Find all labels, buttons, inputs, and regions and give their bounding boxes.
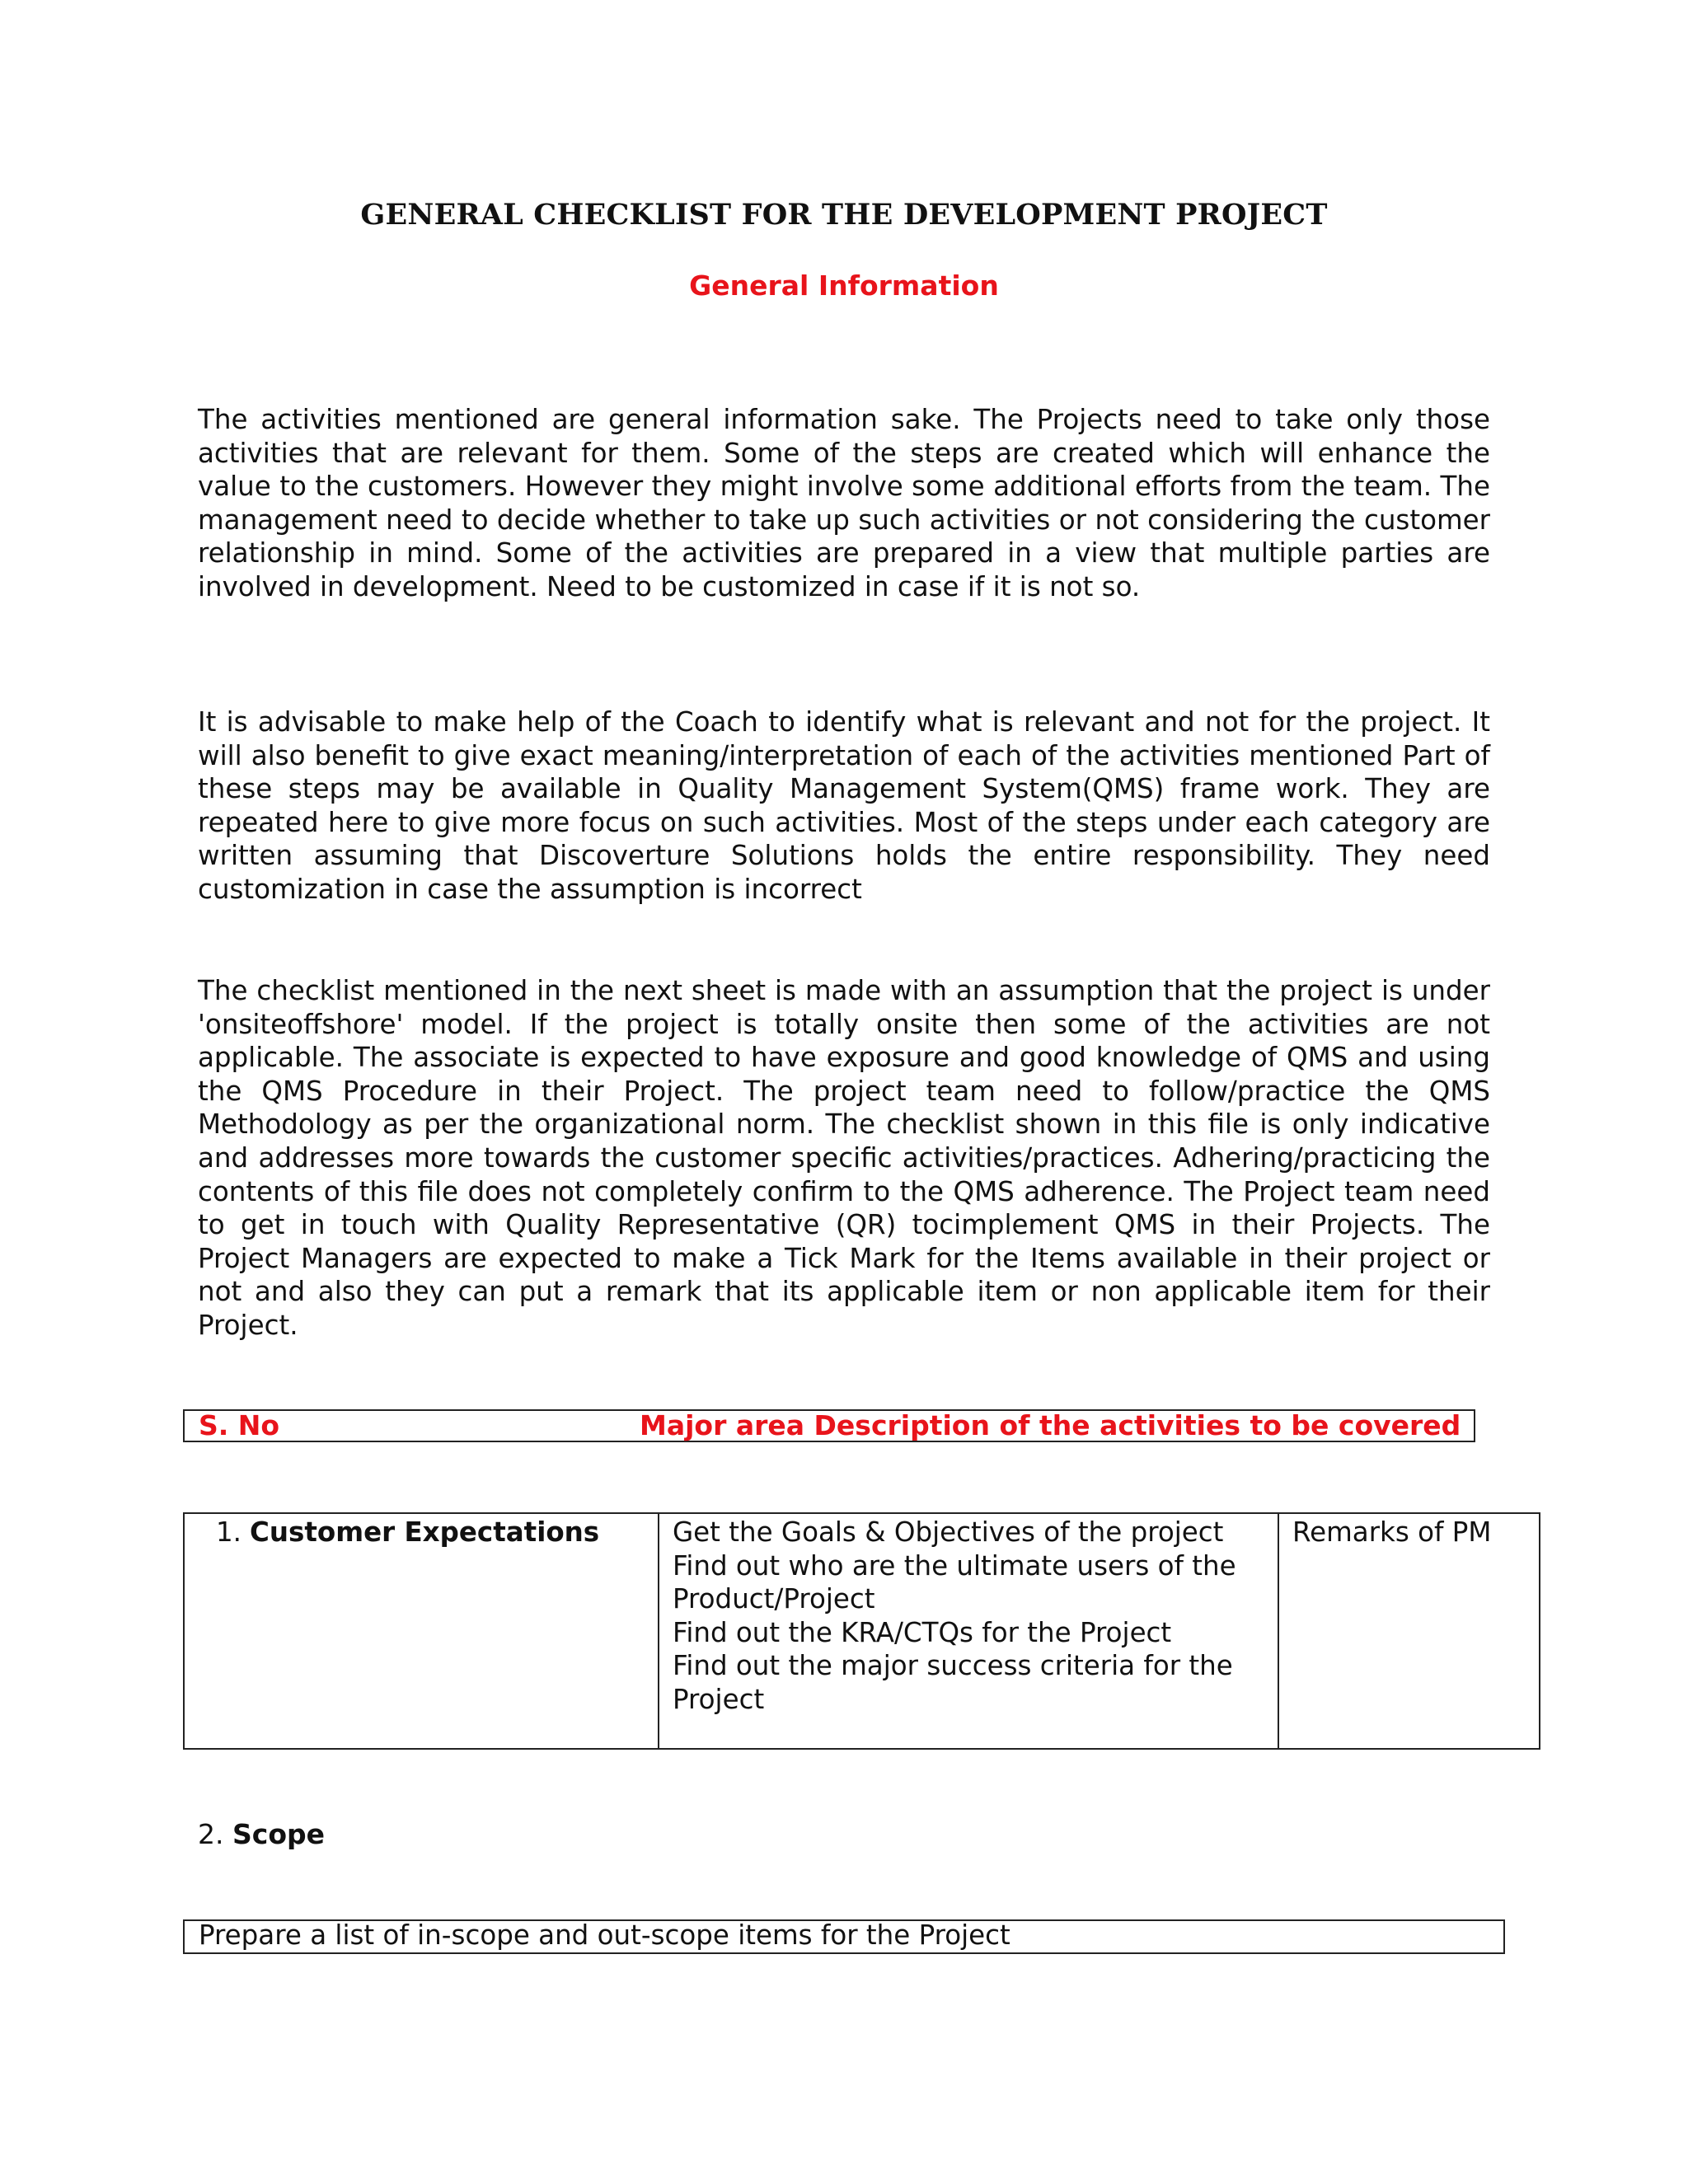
activity-item: Get the Goals & Objectives of the project [673, 1516, 1224, 1548]
header-sno-label: S. No [199, 1409, 280, 1441]
section-number: 1. [216, 1516, 242, 1548]
remarks-cell [1279, 1514, 1539, 1748]
checklist-header-row [183, 1409, 1475, 1442]
customer-expectations-table [183, 1512, 1540, 1750]
intro-paragraph-2: It is advisable to make help of the Coach to identify what is relevant and not for the project. It will also benefit to give exact meaning/interpretation of each of the activities mentioned Part of these steps may be available in Quality Management System(QMS) frame work. They are repeated here to give more focus on such activities. Most of the steps under each category are written assuming that Discoverture Solutions holds the entire responsibility. They need customization in case the assumption is incorrect [198, 706, 1490, 905]
activity-item: Find out who are the ultimate users of the Product/Project [673, 1549, 1236, 1615]
scope-item-text: Prepare a list of in-scope and out-scope items for the Project [199, 1919, 1010, 1951]
area-cell [185, 1514, 659, 1748]
section-area-name: Customer Expectations [250, 1516, 600, 1548]
intro-paragraph-1: The activities mentioned are general information sake. The Projects need to take only those activities that are relevant for them. Some of the steps are created which will enhance the value to the customers. However they might involve some additional efforts from the team. The management need to decide whether to take up such activities or not considering the customer relationship in mind. Some of the activities are prepared in a view that multiple parties are involved in development. Need to be customized in case if it is not so. [198, 404, 1490, 602]
scope-title: Scope [232, 1818, 326, 1850]
activity-item: Find out the KRA/CTQs for the Project [673, 1616, 1172, 1648]
intro-paragraph-3: The checklist mentioned in the next sheet is made with an assumption that the project is under 'onsiteoffshore' model. If the project is totally onsite then some of the activities are not applicable. The associate is expected to have exposure and good knowledge of QMS and using the QMS Procedure in their Project. The project team need to follow/practice the QMS Methodology as per the organizational norm. The checklist shown in this file is only indicative and addresses more towards the customer specific activities/practices. Adhering/practicing the contents of this file does not completely confirm to the QMS adherence. The Project team need to get in touch with Quality Representative (QR) tocimplement QMS in their Projects. The Project Managers are expected to make a Tick Mark for the Items available in their project or not and also they can put a remark that its applicable item or non applicable item for their Project. [198, 975, 1490, 1341]
scope-item-row [183, 1919, 1505, 1954]
remarks-label: Remarks of PM [1292, 1516, 1492, 1548]
scope-number: 2. [198, 1818, 224, 1850]
scope-heading [198, 1818, 325, 1850]
document-title: GENERAL CHECKLIST FOR THE DEVELOPMENT PROJECT [360, 198, 1328, 232]
activities-cell [659, 1514, 1279, 1748]
header-description-label: Major area Description of the activities to be covered [640, 1409, 1461, 1441]
section-subtitle: General Information [689, 269, 999, 302]
activity-item: Find out the major success criteria for the Project [673, 1650, 1233, 1715]
